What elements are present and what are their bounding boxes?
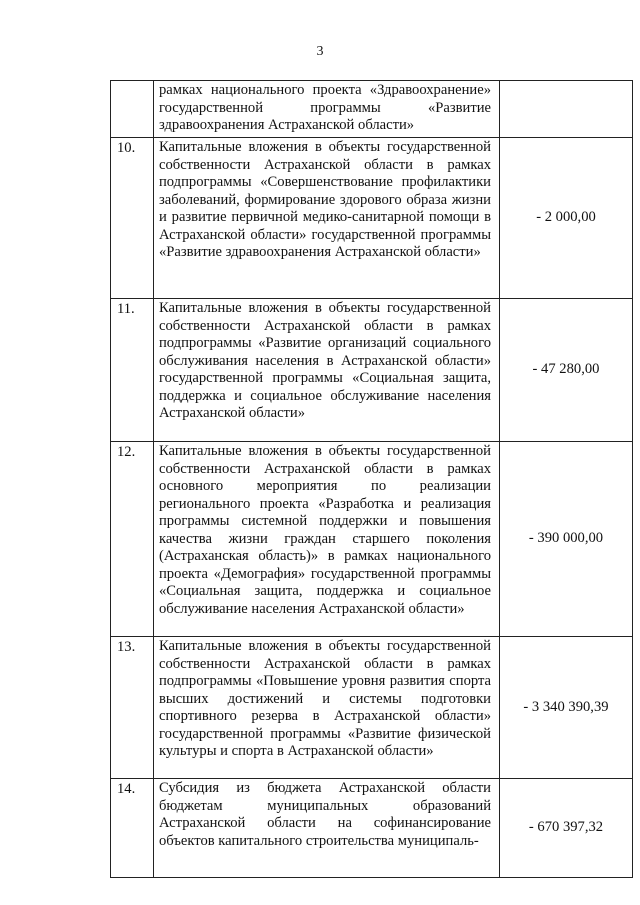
row-description bbox=[154, 81, 500, 138]
page-number: 3 bbox=[316, 44, 324, 59]
row-description-text: Капитальные вложения в объекты государственной собственности Астраханской области в рамках подпрограммы «Совершенствование профилактики заболеваний, формирование здорового образа жизни и развитие первичной медико-санитарной помощи в Астраханской области» государственной программы «Развитие здравоохранения Астраханской области» bbox=[159, 139, 491, 260]
table-row bbox=[111, 442, 633, 637]
expenditure-table bbox=[110, 80, 633, 878]
row-number: 10. bbox=[111, 138, 154, 299]
row-amount: - 2 000,00 bbox=[500, 138, 633, 299]
row-amount: - 47 280,00 bbox=[500, 299, 633, 442]
table-row bbox=[111, 299, 633, 442]
row-amount: - 390 000,00 bbox=[500, 442, 633, 637]
row-amount: - 3 340 390,39 bbox=[500, 637, 633, 779]
row-description bbox=[154, 779, 500, 878]
row-description-text: Капитальные вложения в объекты государственной собственности Астраханской области в рамках основного мероприятия по реализации регионального проекта «Разработка и реализация программы системной поддержки и повышения качества жизни граждан старшего поколения (Астраханская область)» в рамках национального проекта «Демография» государственной программы «Социальная защита, поддержка и социальное обслуживание населения Астраханской области» bbox=[159, 443, 491, 617]
row-description bbox=[154, 299, 500, 442]
row-description-text: Субсидия из бюджета Астраханской области бюджетам муниципальных образований Астраханской области на софинансирование объектов капитального строительства муниципаль- bbox=[159, 780, 491, 849]
row-description-text: Капитальные вложения в объекты государственной собственности Астраханской области в рамках подпрограммы «Развитие организаций социального обслуживания населения в Астраханской области» государственной программы «Социальная защита, поддержка и социальное обслуживание населения Астраханской области» bbox=[159, 300, 491, 421]
row-number bbox=[111, 81, 154, 138]
table-row bbox=[111, 779, 633, 878]
table-row bbox=[111, 637, 633, 779]
row-description-text: рамках национального проекта «Здравоохранение» государственной программы «Развитие здравоохранения Астраханской области» bbox=[159, 82, 491, 133]
row-description-text: Капитальные вложения в объекты государственной собственности Астраханской области в рамках подпрограммы «Повышение уровня развития спорта высших достижений и системы подготовки спортивного резерва в Астраханской области» государственной программы «Развитие физической культуры и спорта в Астраханской области» bbox=[159, 638, 491, 759]
row-number: 13. bbox=[111, 637, 154, 779]
row-amount: - 670 397,32 bbox=[500, 779, 633, 878]
table-row bbox=[111, 138, 633, 299]
row-amount bbox=[500, 81, 633, 138]
row-number: 11. bbox=[111, 299, 154, 442]
row-number: 12. bbox=[111, 442, 154, 637]
row-description bbox=[154, 442, 500, 637]
row-description bbox=[154, 637, 500, 779]
row-description bbox=[154, 138, 500, 299]
table-row bbox=[111, 81, 633, 138]
row-number: 14. bbox=[111, 779, 154, 878]
